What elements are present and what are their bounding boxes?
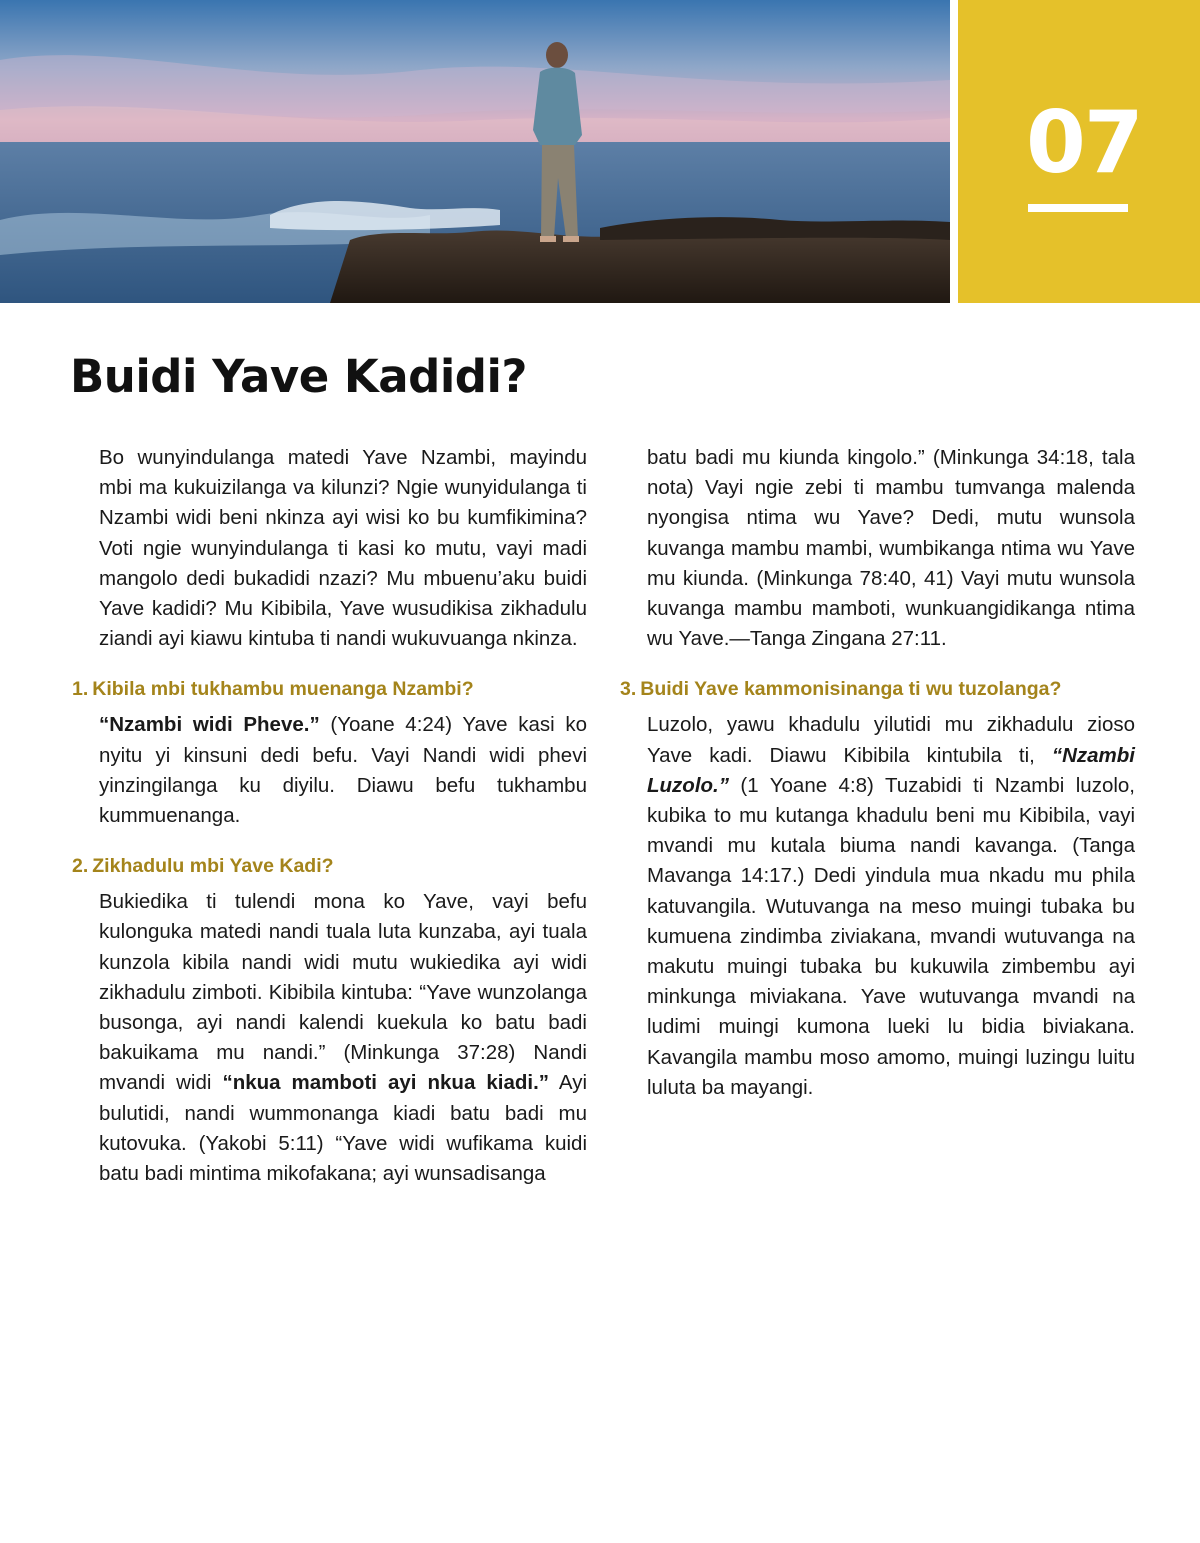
section-3-text-b: (1 Yoane 4:8) Tuzabidi ti Nzambi luzolo, kubika to mu kutanga khadulu beni mu Kibibila, vayi mvandi mu kutala biuma nandi kavanga. (Tanga Mavanga 14:17.) Dedi yindula mua nkadu mu phila katuvangila. Wutuvanga na meso muingi tubaka bu kumuena zindimba ziviakana, mvandi wutuvanga na makutu muingi tubaka bu kukuwila zimbembu ayi minkunga miviakana. Yave wutuvanga mvandi na ludimi muingi kumona lueki lu bidia biviakana. Kavangila mambu moso amomo, muingi luzingu luitu luluta ba mayangi. (647, 773, 1135, 1099)
section-2-emphasis: “nkua mamboti ayi nkua kiadi.” (222, 1071, 550, 1095)
section-1-text: (Yoane 4:24) Yave kasi ko nyitu yi kinsuni dedi befu. Vayi Nandi widi phevi yinzingilanga ku diyilu. Diawu befu tukhambu kummuenanga. (99, 713, 587, 828)
section-1-heading-text: Kibila mbi tukhambu muenanga Nzambi? (92, 678, 474, 701)
section-3-heading-text: Buidi Yave kammonisinanga ti wu tuzolanga? (640, 678, 1062, 701)
section-3-paragraph (647, 710, 1135, 1103)
section-2-text-b: Ayi bulutidi, nandi wummonanga kiadi batu badi mu kutovuka. (Yakobi 5:11) “Yave widi wufikama kuidi batu badi mintima mikofakana; ayi wunsadisanga (99, 1071, 588, 1186)
section-3-text-a: Luzolo, yawu khadulu yilutidi mu zikhadulu zioso Yave kadi. Diawu Kibibila kintubila ti, (647, 713, 1135, 767)
intro-paragraph: Bo wunyindulanga matedi Yave Nzambi, mayindu mbi ma kukuizilanga va kilunzi? Ngie wunyidulanga ti Nzambi widi beni nkinza ayi wisi ko bu kumfikimina? Voti ngie wunyindulanga ti kasi ko mutu, vayi madi mangolo dedi bukadidi nzazi? Mu mbuenu’aku buidi Yave kadidi? Mu Kibibila, Yave wusudikisa zikhadulu ziandi ayi kiawu kintuba ti nandi wukuvuanga nkinza. (99, 446, 587, 651)
section-3-emphasis: “Nzambi Luzolo.” (647, 743, 1135, 797)
section-3 (620, 674, 1135, 1103)
section-1-heading (72, 674, 587, 704)
section-2-number: 2. (72, 855, 89, 878)
section-2-paragraph (99, 887, 587, 1189)
section-1-paragraph (99, 710, 587, 831)
section-2-heading-text: Zikhadulu mbi Yave Kadi? (92, 855, 334, 878)
chapter-number-underline (1028, 204, 1128, 212)
section-1-emphasis: “Nzambi widi Pheve.” (99, 713, 320, 737)
section-2-continued-paragraph: batu badi mu kiunda kingolo.” (Minkunga 34:18, tala nota) Vayi ngie zebi ti mambu tumvanga malenda nyongisa ntima wu Yave? Dedi, mutu wunsola kuvanga mambu mambi, wumbikanga ntima wu Yave mu kiunda. (Minkunga 78:40, 41) Vayi mutu wunsola kuvanga mambu mamboti, wunkuangidikanga ntima wu Yave.—Tanga Zingana 27:11. (647, 446, 1135, 651)
hero-image (0, 0, 950, 303)
section-3-number: 3. (620, 678, 637, 701)
section-2-heading (72, 851, 587, 881)
chapter-number: 07 (1026, 93, 1142, 193)
section-3-heading (620, 674, 1135, 704)
section-1 (72, 674, 587, 831)
chapter-badge (958, 0, 1200, 303)
section-2 (72, 851, 587, 1189)
section-2-text-a: Bukiedika ti tulendi mona ko Yave, vayi befu kulonguka matedi nandi tuala luta kunzaba, ayi tuala kunzola kibila nandi widi mutu wukiedika ayi widi zikhadulu zimboti. Kibibila kintuba: “Yave wunzolanga busonga, ayi nandi kalendi kuekula ko batu badi bakuikama mu nandi.” (Minkunga 37:28) Nandi mvandi widi (99, 890, 587, 1095)
page-title: Buidi Yave Kadidi? (70, 350, 528, 403)
section-1-number: 1. (72, 678, 89, 701)
man-by-sea-photo-icon (0, 0, 950, 303)
right-column (620, 443, 1135, 1123)
left-column (72, 443, 587, 1209)
